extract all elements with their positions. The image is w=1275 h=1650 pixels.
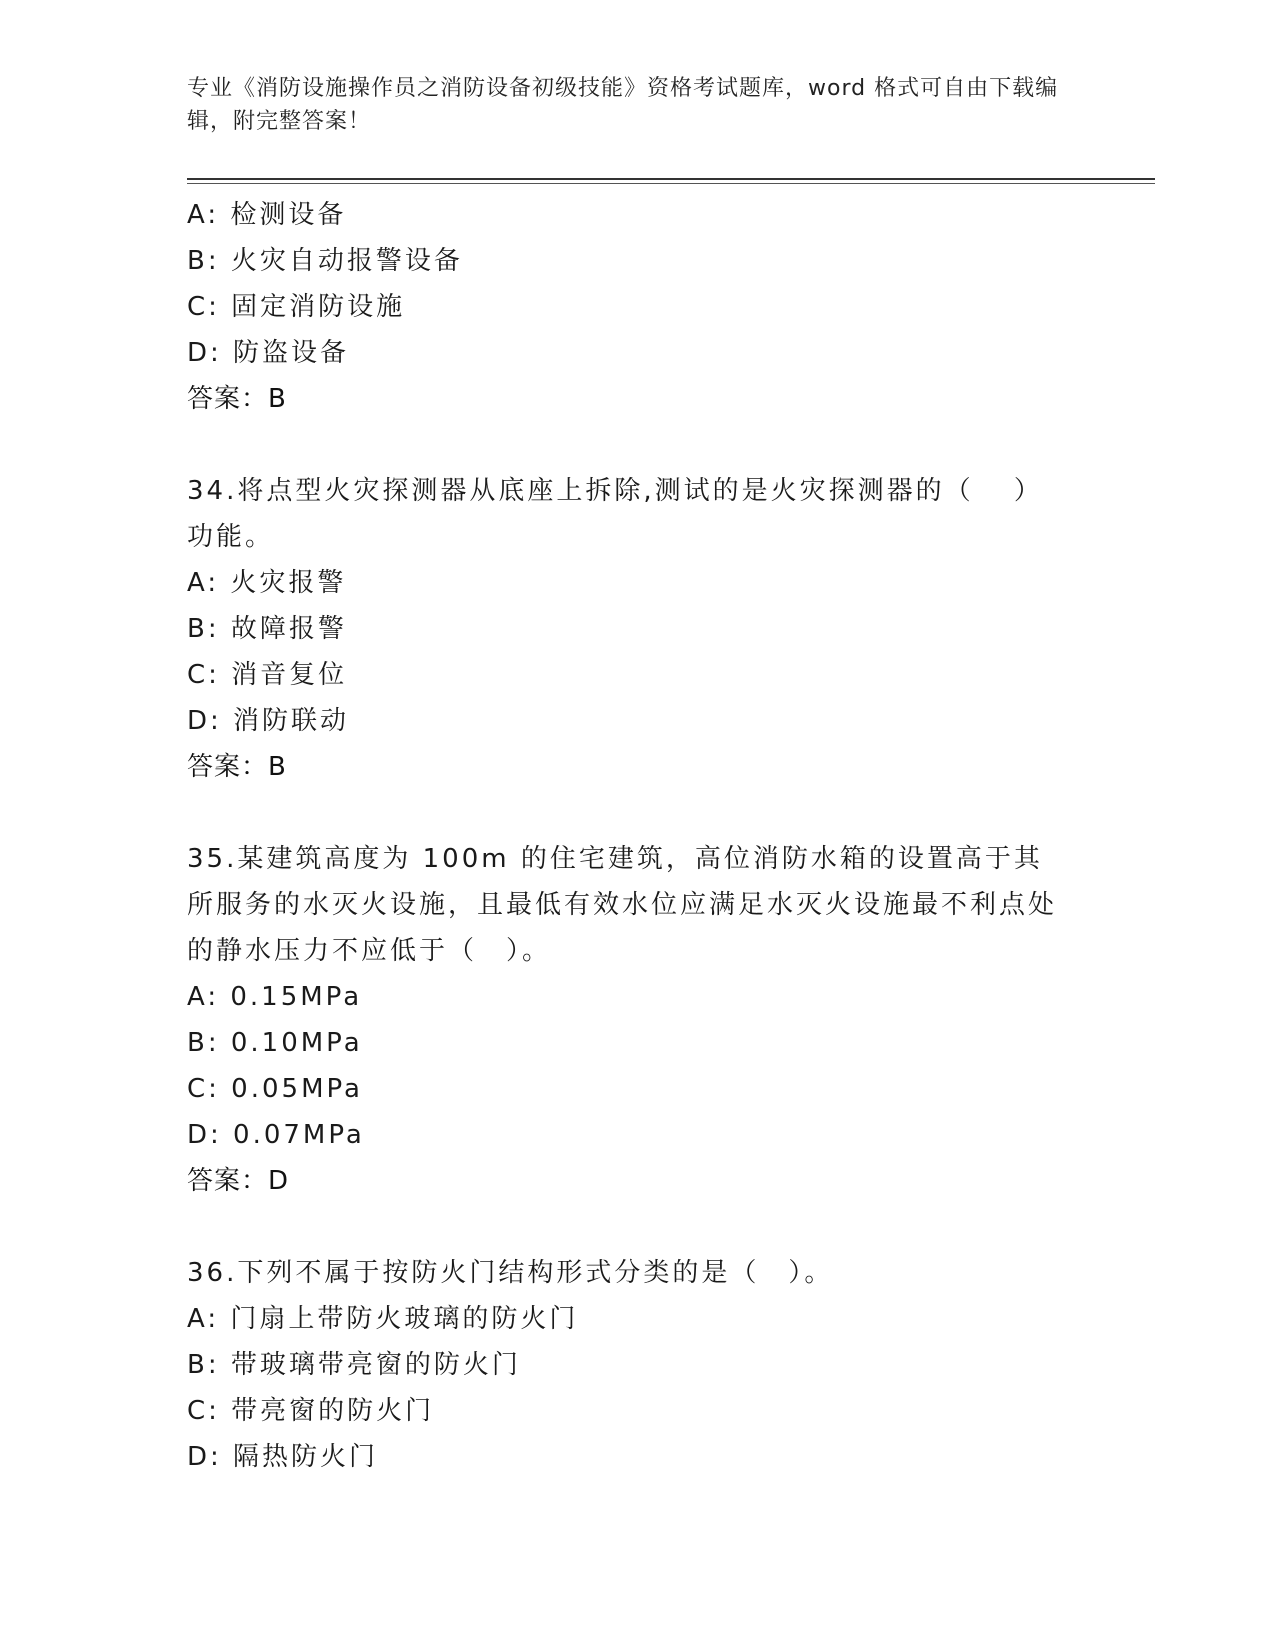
option-b: B: 带玻璃带亮窗的防火门 [187,1350,521,1380]
option-b: B: 0.10MPa [187,1028,363,1058]
spacer [187,1204,1067,1250]
answer: 答案：D [187,1166,290,1196]
option-b: B: 火灾自动报警设备 [187,246,463,276]
option-c: C: 0.05MPa [187,1074,363,1104]
question-stem: 35.某建筑高度为 100m 的住宅建筑，高位消防水箱的设置高于其所服务的水灭火设施，且最低有效水位应满足水灭火设施最不利点处的静水压力不应低于（ ）。 [187,844,1058,966]
answer: 答案：B [187,752,287,782]
option-d: D: 0.07MPa [187,1120,365,1150]
option-c: C: 固定消防设施 [187,292,406,322]
option-c: C: 消音复位 [187,660,348,690]
question-33-block [187,192,1067,422]
document-header: 专业《消防设施操作员之消防设备初级技能》资格考试题库，word 格式可自由下载编辑，附完整答案！ [187,76,1059,134]
option-a: A: 门扇上带防火玻璃的防火门 [187,1304,579,1334]
question-36-block [187,1250,1067,1480]
answer: 答案：B [187,384,287,414]
option-d: D: 隔热防火门 [187,1442,379,1472]
question-35-block [187,836,1067,1204]
option-d: D: 消防联动 [187,706,350,736]
option-b: B: 故障报警 [187,614,347,644]
option-d: D: 防盗设备 [187,338,350,368]
header-rule-thick [187,178,1155,180]
question-content [187,192,1067,1480]
question-stem: 36.下列不属于按防火门结构形式分类的是（ ）。 [187,1258,834,1288]
spacer [187,422,1067,468]
header-rule-thin [187,183,1155,184]
option-a: A: 检测设备 [187,200,347,230]
option-a: A: 0.15MPa [187,982,363,1012]
spacer [187,790,1067,836]
option-c: C: 带亮窗的防火门 [187,1396,435,1426]
question-stem: 34.将点型火灾探测器从底座上拆除,测试的是火灾探测器的（ ）功能。 [187,476,1043,552]
option-a: A: 火灾报警 [187,568,347,598]
question-34-block [187,468,1067,790]
